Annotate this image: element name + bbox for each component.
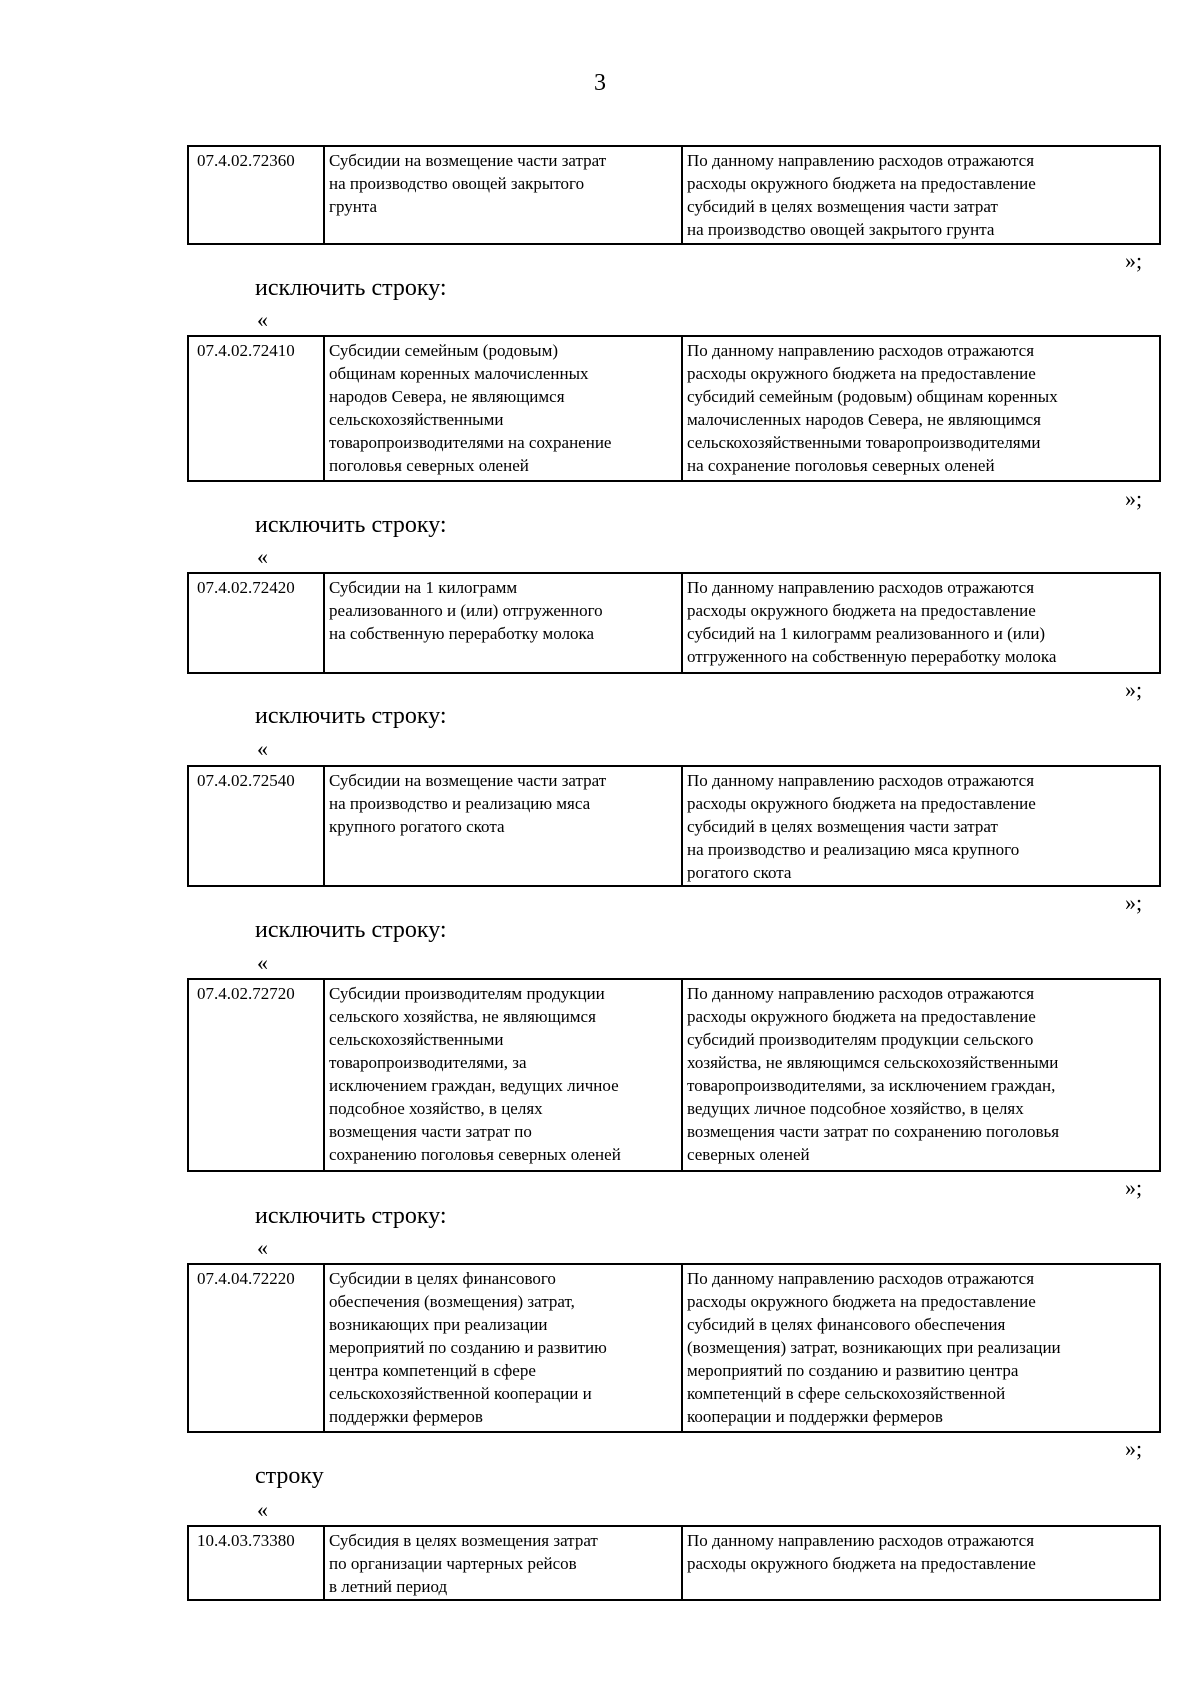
row-name: Субсидии семейным (родовым) общинам коренных малочисленных народов Севера, не являющимся сельскохозяйственными товаропроизводителями на сохранение поголовья северных оленей xyxy=(324,336,682,481)
row-code: 10.4.03.73380 xyxy=(188,1526,324,1600)
row-description: По данному направлению расходов отражаются расходы окружного бюджета на предоставление субсидий семейным (родовым) общинам коренных малочисленных народов Севера, не являющимся сельскохозяйственными товаропроизводителями на сохранение поголовья северных оленей xyxy=(682,336,1160,481)
open-quote: « xyxy=(257,736,268,761)
budget-table-row-5 xyxy=(187,1263,1161,1433)
close-quote: »; xyxy=(1125,486,1143,511)
budget-table-row-0 xyxy=(187,145,1161,245)
row-description: По данному направлению расходов отражаются расходы окружного бюджета на предоставление субсидий производителям продукции сельского хозяйства, не являющимся сельскохозяйственными товаропроизводителями, за исключением граждан, ведущих личное подсобное хозяйство, в целях возмещения части затрат по сохранению поголовья северных оленей xyxy=(682,979,1160,1171)
row-description: По данному направлению расходов отражаются расходы окружного бюджета на предоставление xyxy=(682,1526,1160,1600)
close-quote: »; xyxy=(1125,890,1143,915)
open-quote: « xyxy=(257,1235,268,1260)
row-code: 07.4.02.72420 xyxy=(188,573,324,673)
row-name: Субсидии на возмещение части затрат на производство овощей закрытого грунта xyxy=(324,146,682,244)
row-code: 07.4.04.72220 xyxy=(188,1264,324,1432)
page-number: 3 xyxy=(594,70,606,96)
close-quote: »; xyxy=(1125,1175,1143,1200)
row-name: Субсидии на возмещение части затрат на производство и реализацию мяса крупного рогатого скота xyxy=(324,766,682,886)
open-quote: « xyxy=(257,307,268,332)
instruction-text: исключить строку: xyxy=(255,512,447,538)
instruction-text: строку xyxy=(255,1463,324,1489)
instruction-text: исключить строку: xyxy=(255,917,447,943)
instruction-text: исключить строку: xyxy=(255,703,447,729)
open-quote: « xyxy=(257,950,268,975)
close-quote: »; xyxy=(1125,1436,1143,1461)
row-name: Субсидии на 1 килограмм реализованного и (или) отгруженного на собственную переработку молока xyxy=(324,573,682,673)
budget-table-row-1 xyxy=(187,335,1161,482)
row-name: Субсидии производителям продукции сельского хозяйства, не являющимся сельскохозяйственными товаропроизводителями, за исключением граждан, ведущих личное подсобное хозяйство, в целях возмещения части затрат по сохранению поголовья северных оленей xyxy=(324,979,682,1171)
row-description: По данному направлению расходов отражаются расходы окружного бюджета на предоставление субсидий в целях финансового обеспечения (возмещения) затрат, возникающих при реализации мероприятий по созданию и развитию центра компетенций в сфере сельскохозяйственной кооперации и поддержки фермеров xyxy=(682,1264,1160,1432)
close-quote: »; xyxy=(1125,248,1143,273)
budget-table-row-3 xyxy=(187,765,1161,887)
row-name: Субсидия в целях возмещения затрат по организации чартерных рейсов в летний период xyxy=(324,1526,682,1600)
row-description: По данному направлению расходов отражаются расходы окружного бюджета на предоставление субсидий в целях возмещения части затрат на производство и реализацию мяса крупного рогатого скота xyxy=(682,766,1160,886)
row-code: 07.4.02.72360 xyxy=(188,146,324,244)
open-quote: « xyxy=(257,1497,268,1522)
open-quote: « xyxy=(257,544,268,569)
budget-table-row-4 xyxy=(187,978,1161,1172)
row-code: 07.4.02.72540 xyxy=(188,766,324,886)
row-code: 07.4.02.72410 xyxy=(188,336,324,481)
budget-table-row-6 xyxy=(187,1525,1161,1601)
row-code: 07.4.02.72720 xyxy=(188,979,324,1171)
row-name: Субсидии в целях финансового обеспечения (возмещения) затрат, возникающих при реализации мероприятий по созданию и развитию центра компетенций в сфере сельскохозяйственной кооперации и поддержки фермеров xyxy=(324,1264,682,1432)
instruction-text: исключить строку: xyxy=(255,275,447,301)
instruction-text: исключить строку: xyxy=(255,1203,447,1229)
close-quote: »; xyxy=(1125,677,1143,702)
budget-table-row-2 xyxy=(187,572,1161,674)
row-description: По данному направлению расходов отражаются расходы окружного бюджета на предоставление субсидий на 1 килограмм реализованного и (или) отгруженного на собственную переработку молока xyxy=(682,573,1160,673)
row-description: По данному направлению расходов отражаются расходы окружного бюджета на предоставление субсидий в целях возмещения части затрат на производство овощей закрытого грунта xyxy=(682,146,1160,244)
